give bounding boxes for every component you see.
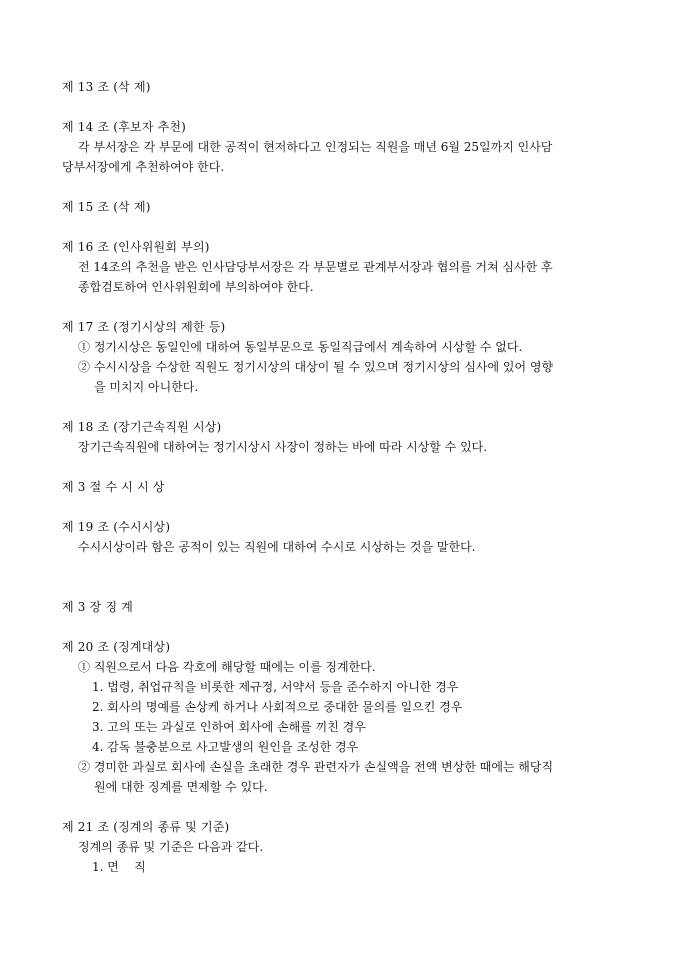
- article-17-item-1: ① 정기시상은 동일인에 대하여 동일부문으로 동일직급에서 계속하여 시상할 수 없다.: [78, 340, 523, 354]
- article-20-heading: 제 20 조 (징계대상): [62, 640, 171, 654]
- article-20-subitem-4: 4. 감독 불충분으로 사고발생의 원인을 조성한 경우: [92, 740, 359, 754]
- article-21-body: 징계의 종류 및 기준은 다음과 같다.: [78, 840, 264, 854]
- article-19-heading: 제 19 조 (수시시상): [62, 520, 171, 534]
- section-3-heading: 제 3 절 수 시 시 상: [62, 480, 165, 494]
- article-20-subitem-3: 3. 고의 또는 과실로 인하여 회사에 손해를 끼친 경우: [92, 720, 366, 734]
- article-19-body: 수시시상이라 함은 공적이 있는 직원에 대하여 수시로 시상하는 것을 말한다.: [78, 540, 476, 554]
- article-21-item-1: 1. 면 직: [92, 860, 146, 874]
- article-16-body-line-2: 종합검토하여 인사위원회에 부의하여야 한다.: [78, 280, 314, 294]
- article-14-heading: 제 14 조 (후보자 추천): [62, 120, 187, 134]
- article-21-heading: 제 21 조 (징계의 종류 및 기준): [62, 820, 230, 834]
- article-16-body-line-1: 전 14조의 추천을 받은 인사담당부서장은 각 부문별로 관계부서장과 협의를 거쳐 심사한 후: [78, 260, 553, 274]
- article-18-body: 장기근속직원에 대하여는 정기시상시 사장이 정하는 바에 따라 시상할 수 있다.: [78, 440, 488, 454]
- chapter-3-heading: 제 3 장 징 계: [62, 600, 134, 614]
- article-17-item-2-line-2: 을 미치지 아니한다.: [94, 380, 199, 394]
- article-20-subitem-2: 2. 회사의 명예를 손상케 하거나 사회적으로 중대한 물의를 일으킨 경우: [92, 700, 463, 714]
- article-15-heading: 제 15 조 (삭 제): [62, 200, 151, 214]
- article-14-body-line-2: 당부서장에게 추천하여야 한다.: [62, 160, 225, 174]
- article-20-subitem-1: 1. 법령, 취업규칙을 비롯한 제규정, 서약서 등을 준수하지 아니한 경우: [92, 680, 459, 694]
- article-18-heading: 제 18 조 (장기근속직원 시상): [62, 420, 222, 434]
- article-17-heading: 제 17 조 (정기시상의 제한 등): [62, 320, 226, 334]
- article-20-item-1: ① 직원으로서 다음 각호에 해당할 때에는 이를 징계한다.: [78, 660, 376, 674]
- article-16-heading: 제 16 조 (인사위원회 부의): [62, 240, 210, 254]
- article-20-item-2-line-1: ② 경미한 과실로 회사에 손실을 초래한 경우 관련자가 손실액을 전액 변상한 때에는 해당직: [78, 760, 554, 774]
- article-20-item-2-line-2: 원에 대한 징계를 면제할 수 있다.: [94, 780, 268, 794]
- article-17-item-2-line-1: ② 수시시상을 수상한 직원도 정기시상의 대상이 될 수 있으며 정기시상의 심사에 있어 영향: [78, 360, 554, 374]
- article-14-body-line-1: 각 부서장은 각 부문에 대한 공적이 현저하다고 인정되는 직원을 매년 6월 25일까지 인사담: [78, 140, 553, 154]
- article-13-heading: 제 13 조 (삭 제): [62, 80, 151, 94]
